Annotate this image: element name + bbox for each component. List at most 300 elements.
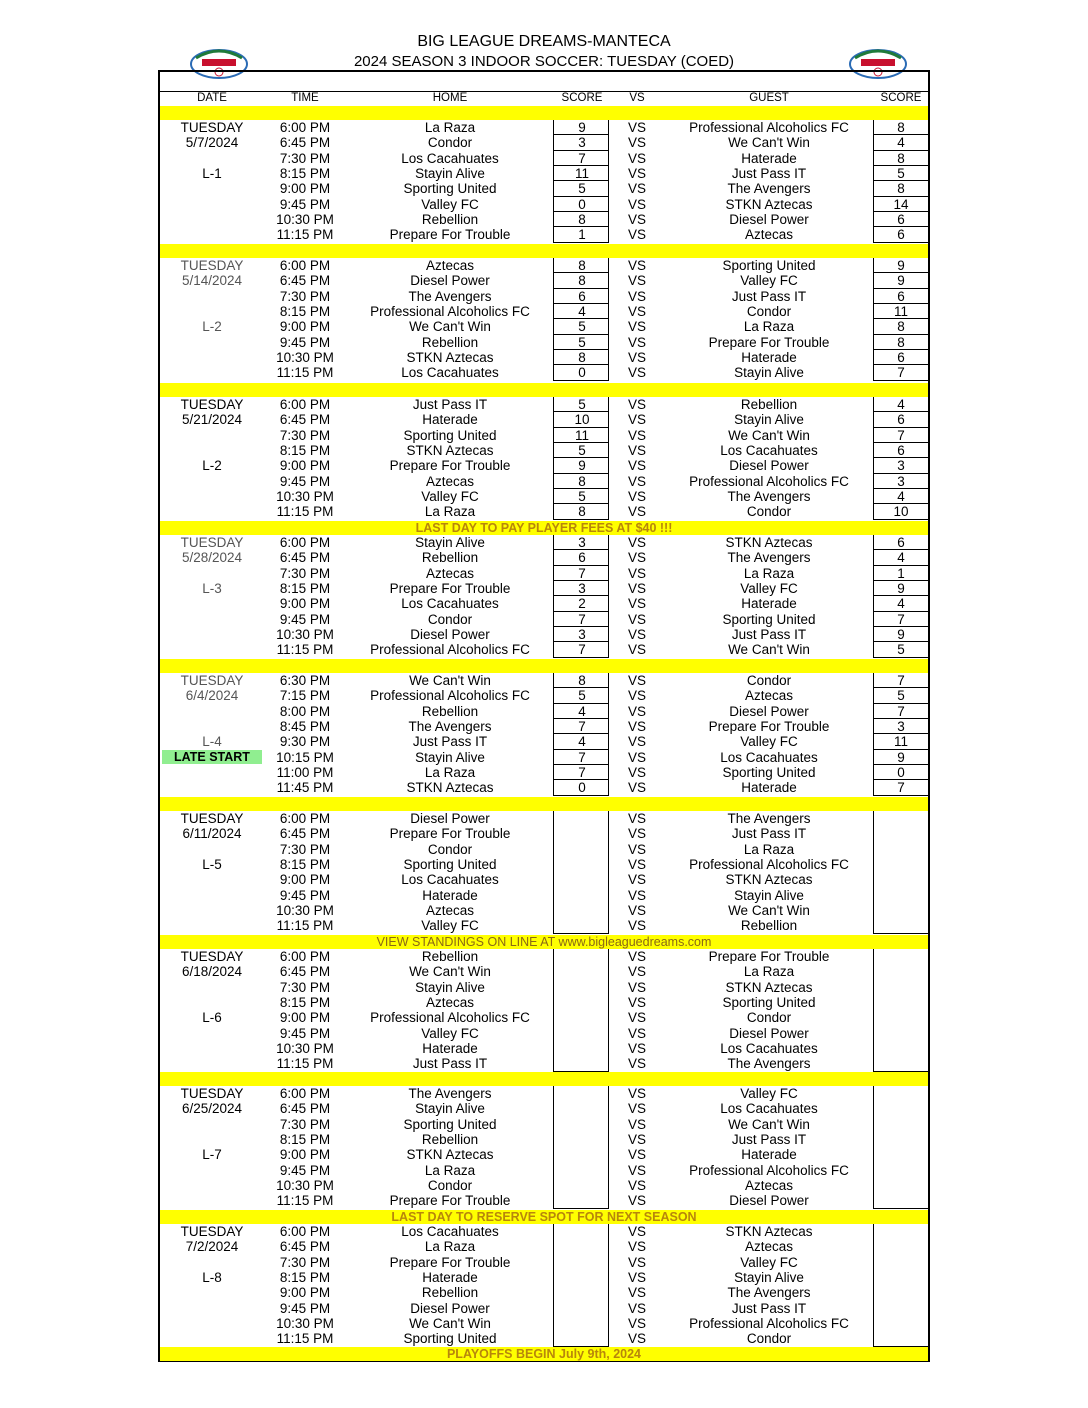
- week-date: 5/28/2024: [181, 550, 243, 566]
- home-score-box: [553, 964, 609, 979]
- home-team: Diesel Power: [410, 811, 490, 826]
- vs-label: VS: [627, 749, 646, 765]
- vs-label: VS: [627, 212, 646, 228]
- game-row: [0, 1178, 1088, 1193]
- guest-team: We Can't Win: [728, 427, 810, 443]
- guest-score-box: [873, 1086, 929, 1101]
- home-team: La Raza: [424, 1239, 476, 1255]
- home-score-box: [553, 888, 609, 903]
- week-label: L-6: [202, 1010, 222, 1026]
- home-score-box: [553, 980, 609, 995]
- guest-team: Sporting United: [722, 611, 816, 627]
- guest-team: La Raza: [743, 841, 795, 857]
- vs-label: VS: [627, 319, 646, 335]
- guest-team: We Can't Win: [728, 642, 810, 658]
- guest-score: 9: [897, 627, 905, 643]
- guest-team: Valley FC: [740, 734, 798, 750]
- guest-score: 6: [897, 350, 905, 366]
- home-score: 10: [574, 412, 590, 428]
- guest-score-box: [873, 842, 929, 857]
- vs-label: VS: [627, 565, 646, 581]
- guest-score: 5: [897, 166, 905, 182]
- column-header-row: [0, 91, 1088, 105]
- game-time: 11:15 PM: [276, 918, 334, 934]
- home-score-box: [553, 1163, 609, 1178]
- home-team: Condor: [427, 1178, 473, 1194]
- page-subtitle: 2024 SEASON 3 INDOOR SOCCER: TUESDAY (COED): [353, 53, 735, 70]
- game-row: [0, 227, 1088, 242]
- guest-team: Professional Alcoholics FC: [689, 1316, 849, 1332]
- home-score-box: [553, 1285, 609, 1300]
- home-score: 5: [578, 688, 586, 704]
- game-row: [0, 811, 1088, 826]
- game-row: [0, 443, 1088, 458]
- guest-score: 7: [897, 611, 905, 627]
- home-team: We Can't Win: [409, 319, 491, 335]
- game-row: [0, 765, 1088, 780]
- guest-score: 7: [897, 703, 905, 719]
- vs-label: VS: [627, 596, 646, 612]
- guest-team: Stayin Alive: [734, 365, 804, 381]
- vs-label: VS: [627, 150, 646, 166]
- home-score: 8: [578, 258, 586, 273]
- game-row: [0, 780, 1088, 795]
- game-time: 6:00 PM: [279, 535, 331, 550]
- game-time: 11:15 PM: [276, 365, 334, 381]
- game-time: 7:15 PM: [279, 688, 331, 704]
- separator-band: [160, 244, 928, 258]
- game-time: 9:00 PM: [279, 319, 331, 335]
- game-time: 8:15 PM: [279, 166, 331, 182]
- vs-label: VS: [627, 949, 646, 964]
- home-team: Stayin Alive: [415, 1101, 485, 1117]
- home-team: Stayin Alive: [415, 749, 485, 765]
- home-score: 7: [578, 565, 586, 581]
- week-label: L-5: [202, 857, 222, 873]
- home-team: Sporting United: [403, 1331, 497, 1347]
- guest-score: 8: [897, 181, 905, 197]
- game-row: [0, 872, 1088, 887]
- home-score: 7: [578, 642, 586, 658]
- home-team: Condor: [427, 611, 473, 627]
- guest-team: Just Pass IT: [731, 826, 807, 842]
- home-team: The Avengers: [408, 288, 492, 304]
- game-time: 9:45 PM: [279, 196, 331, 212]
- vs-label: VS: [627, 443, 646, 459]
- game-time: 10:30 PM: [276, 1178, 334, 1194]
- game-row: [0, 581, 1088, 596]
- guest-score: 4: [897, 489, 905, 505]
- home-score: 3: [578, 581, 586, 597]
- game-time: 8:00 PM: [279, 703, 331, 719]
- vs-label: VS: [627, 1224, 646, 1239]
- week-day: TUESDAY: [180, 811, 244, 826]
- guest-team: STKN Aztecas: [725, 535, 813, 550]
- guest-team: The Avengers: [727, 550, 811, 566]
- game-row: [0, 1056, 1088, 1071]
- vs-label: VS: [627, 1285, 646, 1301]
- guest-score-box: [873, 1316, 929, 1331]
- vs-label: VS: [627, 504, 646, 520]
- home-team: Professional Alcoholics FC: [370, 688, 530, 704]
- guest-score-box: [873, 1041, 929, 1056]
- guest-team: Just Pass IT: [731, 1132, 807, 1148]
- home-score: 5: [578, 334, 586, 350]
- guest-score: 4: [897, 596, 905, 612]
- home-score: 6: [578, 550, 586, 566]
- game-row: [0, 1026, 1088, 1041]
- guest-score-box: [873, 995, 929, 1010]
- vs-label: VS: [627, 181, 646, 197]
- game-row: [0, 1086, 1088, 1101]
- vs-label: VS: [627, 120, 646, 135]
- home-team: Haterade: [422, 1041, 478, 1057]
- vs-label: VS: [627, 1254, 646, 1270]
- guest-score: 9: [897, 273, 905, 289]
- vs-label: VS: [627, 397, 646, 412]
- game-time: 6:00 PM: [279, 1086, 331, 1101]
- guest-team: Aztecas: [744, 688, 794, 704]
- game-row: [0, 535, 1088, 550]
- week-date: 6/25/2024: [181, 1101, 243, 1117]
- game-time: 7:30 PM: [279, 427, 331, 443]
- game-time: 8:15 PM: [279, 443, 331, 459]
- guest-score: 8: [897, 319, 905, 335]
- game-row: [0, 489, 1088, 504]
- game-row: [0, 1147, 1088, 1162]
- home-team: Sporting United: [403, 427, 497, 443]
- home-team: We Can't Win: [409, 1316, 491, 1332]
- game-time: 11:15 PM: [276, 227, 334, 243]
- guest-score: 14: [893, 196, 909, 212]
- vs-label: VS: [627, 734, 646, 750]
- home-score-box: [553, 857, 609, 872]
- vs-label: VS: [627, 1025, 646, 1041]
- game-time: 6:00 PM: [279, 120, 331, 135]
- guest-team: La Raza: [743, 565, 795, 581]
- guest-team: Sporting United: [722, 995, 816, 1011]
- vs-label: VS: [627, 1316, 646, 1332]
- game-row: [0, 1101, 1088, 1116]
- game-time: 9:45 PM: [279, 887, 331, 903]
- home-score-box: [553, 903, 609, 918]
- home-team: Haterade: [422, 887, 478, 903]
- guest-score: 3: [897, 719, 905, 735]
- week-day: TUESDAY: [180, 1086, 244, 1101]
- home-team: Prepare For Trouble: [389, 826, 511, 842]
- guest-score: 4: [897, 550, 905, 566]
- game-row: [0, 258, 1088, 273]
- guest-team: STKN Aztecas: [725, 979, 813, 995]
- game-time: 9:00 PM: [279, 458, 331, 474]
- guest-score-box: [873, 811, 929, 826]
- home-score-box: [553, 1239, 609, 1254]
- guest-team: Valley FC: [740, 1086, 798, 1101]
- game-row: [0, 350, 1088, 365]
- game-time: 6:00 PM: [279, 258, 331, 273]
- game-row: [0, 212, 1088, 227]
- guest-team: Aztecas: [744, 1239, 794, 1255]
- home-score: 3: [578, 627, 586, 643]
- game-time: 6:00 PM: [279, 811, 331, 826]
- game-time: 6:45 PM: [279, 964, 331, 980]
- guest-score: 4: [897, 135, 905, 151]
- guest-team: Diesel Power: [729, 1025, 809, 1041]
- home-score: 9: [578, 458, 586, 474]
- game-row: [0, 704, 1088, 719]
- playoffs-band: PLAYOFFS BEGIN July 9th, 2024: [160, 1347, 928, 1361]
- home-team: Sporting United: [403, 857, 497, 873]
- guest-team: Los Cacahuates: [720, 443, 818, 459]
- guest-team: We Can't Win: [728, 135, 810, 151]
- home-team: Condor: [427, 841, 473, 857]
- separator-band: [160, 659, 928, 673]
- vs-label: VS: [627, 979, 646, 995]
- guest-team: Los Cacahuates: [720, 749, 818, 765]
- home-team: La Raza: [424, 504, 476, 520]
- home-score: 7: [578, 719, 586, 735]
- game-row: [0, 504, 1088, 519]
- game-row: [0, 826, 1088, 841]
- vs-label: VS: [627, 1178, 646, 1194]
- vs-label: VS: [627, 1056, 646, 1072]
- guest-score: 1: [897, 565, 905, 581]
- game-row: [0, 903, 1088, 918]
- guest-team: Diesel Power: [729, 703, 809, 719]
- guest-score: 8: [897, 120, 905, 135]
- vs-label: VS: [627, 550, 646, 566]
- vs-label: VS: [627, 412, 646, 428]
- game-time: 6:45 PM: [279, 826, 331, 842]
- game-time: 8:45 PM: [279, 719, 331, 735]
- game-row: [0, 980, 1088, 995]
- guest-score-box: [873, 980, 929, 995]
- home-team: Valley FC: [421, 489, 479, 505]
- week-day: TUESDAY: [180, 1224, 244, 1239]
- vs-label: VS: [627, 1239, 646, 1255]
- guest-team: La Raza: [743, 964, 795, 980]
- home-score: 6: [578, 288, 586, 304]
- vs-label: VS: [627, 334, 646, 350]
- vs-label: VS: [627, 1193, 646, 1209]
- game-time: 10:30 PM: [276, 1316, 334, 1332]
- guest-team: Diesel Power: [729, 1193, 809, 1209]
- home-team: Prepare For Trouble: [389, 581, 511, 597]
- week-date: 6/4/2024: [185, 688, 239, 704]
- game-time: 8:15 PM: [279, 995, 331, 1011]
- home-team: STKN Aztecas: [406, 350, 494, 366]
- home-team: Professional Alcoholics FC: [370, 642, 530, 658]
- home-score-box: [553, 995, 609, 1010]
- game-time: 7:30 PM: [279, 1254, 331, 1270]
- guest-score: 3: [897, 473, 905, 489]
- home-team: Prepare For Trouble: [389, 1254, 511, 1270]
- home-team: Professional Alcoholics FC: [370, 304, 530, 320]
- guest-team: Condor: [746, 504, 792, 520]
- guest-team: Professional Alcoholics FC: [689, 473, 849, 489]
- home-team: Aztecas: [425, 565, 475, 581]
- separator-band: [160, 797, 928, 811]
- home-score: 1: [578, 227, 586, 243]
- guest-score: 11: [893, 304, 908, 320]
- guest-score-box: [873, 903, 929, 918]
- guest-score-box: [873, 1147, 929, 1162]
- game-row: [0, 1224, 1088, 1239]
- guest-score: 9: [897, 581, 905, 597]
- game-row: [0, 734, 1088, 749]
- separator-band: LAST DAY TO PAY PLAYER FEES AT $40 !!!: [160, 521, 928, 535]
- home-score: 3: [578, 135, 586, 151]
- home-score: 7: [578, 765, 586, 781]
- home-score-box: [553, 1193, 609, 1208]
- guest-team: Haterade: [741, 780, 797, 796]
- home-team: Stayin Alive: [415, 535, 485, 550]
- game-row: [0, 273, 1088, 288]
- game-row: [0, 1193, 1088, 1208]
- vs-label: VS: [627, 258, 646, 273]
- home-score-box: [553, 1178, 609, 1193]
- game-time: 7:30 PM: [279, 1116, 331, 1132]
- week-day: TUESDAY: [180, 120, 244, 135]
- game-time: 11:15 PM: [276, 1331, 334, 1347]
- game-time: 9:45 PM: [279, 473, 331, 489]
- game-time: 9:45 PM: [279, 611, 331, 627]
- home-team: Rebellion: [421, 703, 479, 719]
- home-team: Stayin Alive: [415, 166, 485, 182]
- game-time: 10:15 PM: [276, 749, 334, 765]
- guest-team: Sporting United: [722, 258, 816, 273]
- guest-team: The Avengers: [727, 1285, 811, 1301]
- vs-label: VS: [627, 903, 646, 919]
- game-row: [0, 1316, 1088, 1331]
- week-date: 5/7/2024: [185, 135, 239, 151]
- home-team: Rebellion: [421, 1285, 479, 1301]
- guest-score: 7: [897, 365, 905, 381]
- home-team: Just Pass IT: [412, 1056, 488, 1072]
- game-row: [0, 412, 1088, 427]
- guest-team: Condor: [746, 673, 792, 688]
- home-score: 5: [578, 319, 586, 335]
- home-score: 0: [578, 365, 586, 381]
- vs-label: VS: [627, 1086, 646, 1101]
- vs-label: VS: [627, 780, 646, 796]
- home-score: 0: [578, 780, 586, 796]
- guest-score-box: [873, 1301, 929, 1316]
- game-row: [0, 964, 1088, 979]
- home-score-box: [553, 826, 609, 841]
- guest-score-box: [873, 1331, 929, 1346]
- game-row: [0, 642, 1088, 657]
- home-score-box: [553, 1224, 609, 1239]
- home-team: Stayin Alive: [415, 979, 485, 995]
- game-time: 6:00 PM: [279, 1224, 331, 1239]
- home-score: 7: [578, 611, 586, 627]
- week-date: 6/18/2024: [181, 964, 243, 980]
- week-date: 5/14/2024: [181, 273, 243, 289]
- game-time: 7:30 PM: [279, 288, 331, 304]
- game-time: 7:30 PM: [279, 841, 331, 857]
- week-day: TUESDAY: [180, 535, 244, 550]
- guest-score-box: [873, 918, 929, 933]
- game-time: 11:15 PM: [276, 504, 334, 520]
- guest-score-box: [873, 949, 929, 964]
- home-team: Prepare For Trouble: [389, 1193, 511, 1209]
- week-day: TUESDAY: [180, 258, 244, 273]
- col-time: TIME: [291, 92, 319, 104]
- guest-team: STKN Aztecas: [725, 1224, 813, 1239]
- game-row: [0, 1163, 1088, 1178]
- game-row: [0, 1117, 1088, 1132]
- home-score-box: [553, 1056, 609, 1071]
- guest-score-box: [873, 1270, 929, 1285]
- separator-band: [160, 106, 928, 120]
- vs-label: VS: [627, 288, 646, 304]
- vs-label: VS: [627, 964, 646, 980]
- game-row: [0, 612, 1088, 627]
- game-row: [0, 1331, 1088, 1346]
- home-score-box: [553, 1026, 609, 1041]
- game-row: [0, 335, 1088, 350]
- home-team: Diesel Power: [410, 627, 490, 643]
- game-time: 6:30 PM: [279, 673, 331, 688]
- game-time: 9:45 PM: [279, 334, 331, 350]
- vs-label: VS: [627, 427, 646, 443]
- guest-team: Diesel Power: [729, 212, 809, 228]
- guest-score: 5: [897, 642, 905, 658]
- game-row: [0, 365, 1088, 380]
- guest-score-box: [873, 964, 929, 979]
- vs-label: VS: [627, 1331, 646, 1347]
- home-score-box: [553, 918, 609, 933]
- game-time: 9:45 PM: [279, 1162, 331, 1178]
- home-score: 0: [578, 196, 586, 212]
- game-time: 7:30 PM: [279, 979, 331, 995]
- home-score: 5: [578, 443, 586, 459]
- vs-label: VS: [627, 703, 646, 719]
- home-team: La Raza: [424, 1162, 476, 1178]
- guest-score-box: [873, 1224, 929, 1239]
- guest-score: 8: [897, 150, 905, 166]
- guest-team: Condor: [746, 304, 792, 320]
- guest-score: 9: [897, 258, 905, 273]
- guest-team: Aztecas: [744, 1178, 794, 1194]
- guest-team: Haterade: [741, 596, 797, 612]
- guest-score-box: [873, 1101, 929, 1116]
- game-time: 9:45 PM: [279, 1300, 331, 1316]
- home-score: 7: [578, 749, 586, 765]
- guest-team: Just Pass IT: [731, 1300, 807, 1316]
- home-team: Aztecas: [425, 473, 475, 489]
- game-row: [0, 918, 1088, 933]
- vs-label: VS: [627, 857, 646, 873]
- home-score-box: [553, 1117, 609, 1132]
- week-label: L-2: [202, 458, 222, 474]
- guest-team: Sporting United: [722, 765, 816, 781]
- game-row: [0, 888, 1088, 903]
- guest-team: Prepare For Trouble: [708, 334, 830, 350]
- guest-score-box: [873, 888, 929, 903]
- home-team: STKN Aztecas: [406, 443, 494, 459]
- game-time: 9:00 PM: [279, 1147, 331, 1163]
- guest-score: 7: [897, 780, 905, 796]
- guest-score: 6: [897, 227, 905, 243]
- game-time: 10:30 PM: [276, 489, 334, 505]
- vs-label: VS: [627, 304, 646, 320]
- home-team: Diesel Power: [410, 1300, 490, 1316]
- home-score-box: [553, 1010, 609, 1025]
- vs-label: VS: [627, 719, 646, 735]
- home-team: Los Cacahuates: [401, 150, 499, 166]
